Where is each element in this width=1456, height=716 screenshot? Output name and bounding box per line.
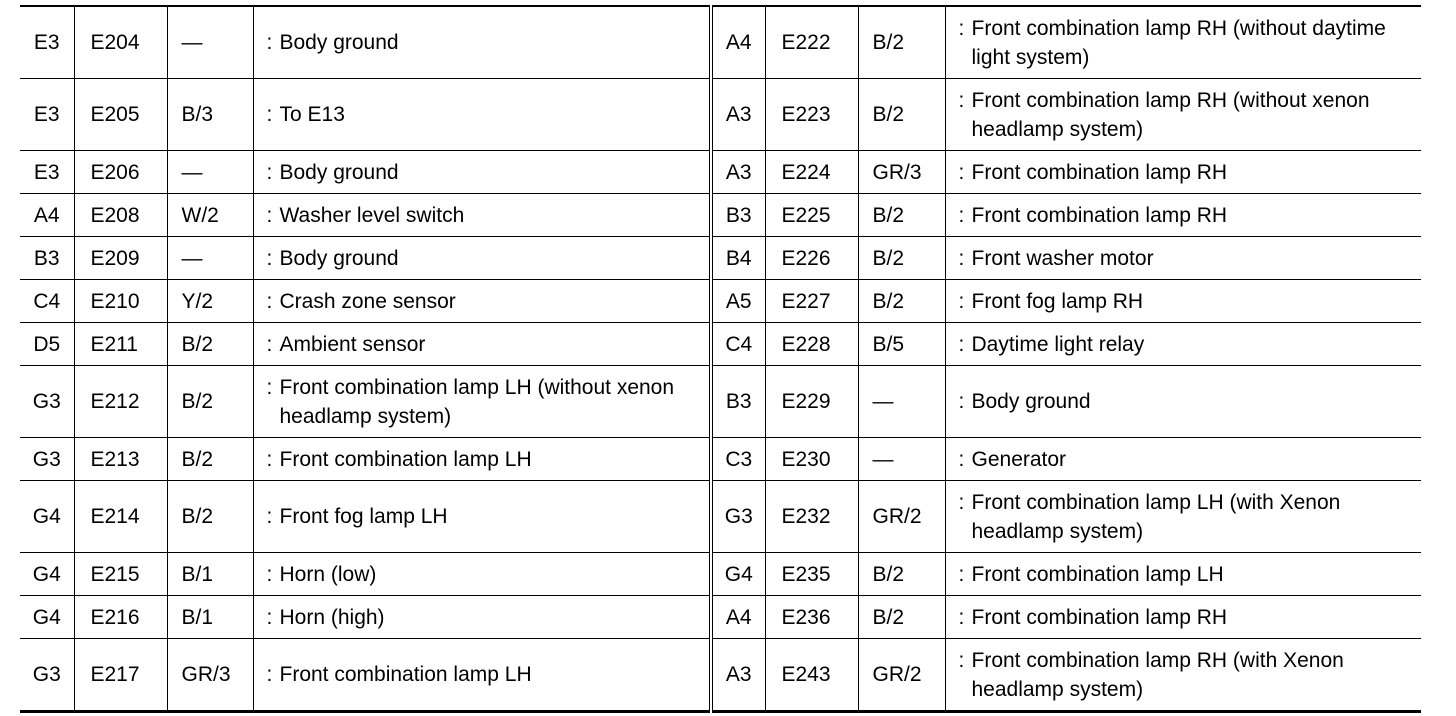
colon-label: : xyxy=(958,605,965,629)
description-text-right: Front combination lamp RH xyxy=(971,160,1228,184)
connector-color-right: GR/2 xyxy=(858,481,945,553)
colon-label: : xyxy=(266,562,273,586)
colon-label: : xyxy=(266,31,273,54)
connector-color-right: — xyxy=(858,366,945,438)
connector-color-right: GR/3 xyxy=(858,151,945,194)
colon-label: : xyxy=(266,375,273,399)
connector-id-right: E227 xyxy=(765,280,858,323)
connector-id-right: E225 xyxy=(765,194,858,237)
description-text-left: Body ground xyxy=(279,31,399,54)
grid-ref-right: C3 xyxy=(711,438,765,481)
description-left xyxy=(253,79,711,151)
description-left xyxy=(253,596,711,639)
grid-ref-left: G4 xyxy=(20,596,74,639)
table-row xyxy=(20,6,1421,79)
colon-label: : xyxy=(958,289,965,313)
colon-label: : xyxy=(958,648,965,672)
grid-ref-left: G4 xyxy=(20,553,74,596)
connector-color-left: B/1 xyxy=(167,553,253,596)
colon-label: : xyxy=(266,332,273,356)
connector-id-left: E217 xyxy=(74,639,167,712)
connector-id-left: E215 xyxy=(74,553,167,596)
description-text-left: Ambient sensor xyxy=(279,332,426,356)
colon-label: : xyxy=(958,332,965,356)
connector-id-right: E226 xyxy=(765,237,858,280)
table-row xyxy=(20,596,1421,639)
colon-label: : xyxy=(958,88,965,112)
description-text-right: Front combination lamp RH xyxy=(971,605,1228,629)
connector-id-right: E228 xyxy=(765,323,858,366)
connector-color-right: B/2 xyxy=(858,237,945,280)
grid-ref-left: E3 xyxy=(20,79,74,151)
connector-color-right: B/2 xyxy=(858,553,945,596)
colon-label: : xyxy=(266,505,273,528)
grid-ref-right: A3 xyxy=(711,79,765,151)
description-right xyxy=(945,481,1421,553)
description-right xyxy=(945,280,1421,323)
connector-id-right: E243 xyxy=(765,639,858,712)
grid-ref-left: G3 xyxy=(20,639,74,712)
description-right xyxy=(945,6,1421,79)
colon-label: : xyxy=(266,203,273,227)
grid-ref-right: G3 xyxy=(711,481,765,553)
grid-ref-right: B4 xyxy=(711,237,765,280)
description-text-left: Horn (high) xyxy=(279,605,385,629)
connector-color-right: B/5 xyxy=(858,323,945,366)
colon-label: : xyxy=(266,246,273,270)
connector-color-right: B/2 xyxy=(858,79,945,151)
connector-id-right: E222 xyxy=(765,6,858,79)
grid-ref-right: B3 xyxy=(711,366,765,438)
colon-label: : xyxy=(266,289,273,313)
grid-ref-left: D5 xyxy=(20,323,74,366)
description-text-right: Front combination lamp LH xyxy=(971,562,1224,586)
description-text-left: To E13 xyxy=(279,103,345,126)
description-right xyxy=(945,553,1421,596)
table-row xyxy=(20,280,1421,323)
description-text-right: Front combination lamp RH xyxy=(971,203,1228,227)
colon-label: : xyxy=(958,203,965,227)
grid-ref-right: A5 xyxy=(711,280,765,323)
grid-ref-left: G4 xyxy=(20,481,74,553)
connector-color-left: W/2 xyxy=(167,194,253,237)
description-text-left: Front combination lamp LH (without xenon headlamp system) xyxy=(279,375,675,428)
description-text-left: Front combination lamp LH xyxy=(279,663,532,686)
description-left xyxy=(253,639,711,712)
description-right xyxy=(945,438,1421,481)
connector-color-left: — xyxy=(167,237,253,280)
connector-color-right: GR/2 xyxy=(858,639,945,712)
colon-label: : xyxy=(958,490,965,514)
connector-id-left: E211 xyxy=(74,323,167,366)
description-text-right: Front combination lamp RH (with Xenon headlamp system) xyxy=(971,648,1344,701)
connector-id-right: E229 xyxy=(765,366,858,438)
table-row xyxy=(20,438,1421,481)
grid-ref-left: E3 xyxy=(20,151,74,194)
description-text-left: Body ground xyxy=(279,246,399,270)
connector-id-left: E209 xyxy=(74,237,167,280)
description-left xyxy=(253,237,711,280)
colon-label: : xyxy=(266,663,273,686)
connector-id-right: E235 xyxy=(765,553,858,596)
grid-ref-right: A3 xyxy=(711,151,765,194)
table-row xyxy=(20,481,1421,553)
table-row xyxy=(20,237,1421,280)
description-right xyxy=(945,639,1421,712)
connector-id-left: E213 xyxy=(74,438,167,481)
description-left xyxy=(253,194,711,237)
description-left xyxy=(253,280,711,323)
description-text-left: Crash zone sensor xyxy=(279,289,456,313)
colon-label: : xyxy=(958,160,965,184)
connector-color-right: B/2 xyxy=(858,596,945,639)
description-text-left: Horn (low) xyxy=(279,562,377,586)
connector-color-left: GR/3 xyxy=(167,639,253,712)
grid-ref-right: A4 xyxy=(711,596,765,639)
connector-id-left: E204 xyxy=(74,6,167,79)
connector-color-left: B/2 xyxy=(167,366,253,438)
table-row xyxy=(20,151,1421,194)
description-text-right: Front washer motor xyxy=(971,246,1154,270)
colon-label: : xyxy=(958,447,965,471)
description-right xyxy=(945,151,1421,194)
connector-color-left: B/3 xyxy=(167,79,253,151)
grid-ref-left: A4 xyxy=(20,194,74,237)
grid-ref-left: C4 xyxy=(20,280,74,323)
grid-ref-left: G3 xyxy=(20,438,74,481)
connector-color-left: Y/2 xyxy=(167,280,253,323)
colon-label: : xyxy=(958,390,965,413)
connector-color-right: B/2 xyxy=(858,6,945,79)
description-text-right: Daytime light relay xyxy=(971,332,1145,356)
description-text-right: Front combination lamp LH (with Xenon headlamp system) xyxy=(971,490,1341,543)
description-left xyxy=(253,481,711,553)
table-row xyxy=(20,639,1421,712)
colon-label: : xyxy=(266,605,273,629)
connector-id-left: E216 xyxy=(74,596,167,639)
connector-color-left: B/2 xyxy=(167,481,253,553)
description-left xyxy=(253,323,711,366)
description-left xyxy=(253,366,711,438)
colon-label: : xyxy=(266,160,273,184)
colon-label: : xyxy=(958,246,965,270)
connector-id-right: E230 xyxy=(765,438,858,481)
connector-color-left: B/2 xyxy=(167,438,253,481)
description-right xyxy=(945,79,1421,151)
grid-ref-right: A4 xyxy=(711,6,765,79)
description-right xyxy=(945,194,1421,237)
description-text-right: Generator xyxy=(971,447,1067,471)
description-text-right: Front combination lamp RH (without xenon headlamp system) xyxy=(971,88,1370,141)
table-row xyxy=(20,194,1421,237)
description-left xyxy=(253,151,711,194)
grid-ref-left: B3 xyxy=(20,237,74,280)
description-text-left: Body ground xyxy=(279,160,399,184)
connector-id-right: E223 xyxy=(765,79,858,151)
table-row xyxy=(20,553,1421,596)
description-left xyxy=(253,438,711,481)
grid-ref-right: C4 xyxy=(711,323,765,366)
grid-ref-left: E3 xyxy=(20,6,74,79)
table-body xyxy=(20,6,1421,712)
connector-id-left: E208 xyxy=(74,194,167,237)
connector-color-left: — xyxy=(167,6,253,79)
grid-ref-right: G4 xyxy=(711,553,765,596)
description-right xyxy=(945,366,1421,438)
description-text-right: Body ground xyxy=(971,390,1091,413)
description-right xyxy=(945,596,1421,639)
connector-id-left: E206 xyxy=(74,151,167,194)
connector-color-left: B/1 xyxy=(167,596,253,639)
description-right xyxy=(945,237,1421,280)
connector-table xyxy=(20,5,1421,713)
connector-color-right: B/2 xyxy=(858,280,945,323)
connector-id-right: E224 xyxy=(765,151,858,194)
table-row xyxy=(20,323,1421,366)
connector-color-right: — xyxy=(858,438,945,481)
description-left xyxy=(253,6,711,79)
table-row xyxy=(20,79,1421,151)
grid-ref-right: A3 xyxy=(711,639,765,712)
table-row xyxy=(20,366,1421,438)
description-left xyxy=(253,553,711,596)
grid-ref-left: G3 xyxy=(20,366,74,438)
description-text-right: Front fog lamp RH xyxy=(971,289,1144,313)
connector-color-right: B/2 xyxy=(858,194,945,237)
description-text-left: Washer level switch xyxy=(279,203,465,227)
colon-label: : xyxy=(266,103,273,126)
description-right xyxy=(945,323,1421,366)
connector-id-left: E210 xyxy=(74,280,167,323)
colon-label: : xyxy=(958,562,965,586)
description-text-left: Front combination lamp LH xyxy=(279,447,532,471)
description-text-right: Front combination lamp RH (without daytime light system) xyxy=(971,16,1386,69)
connector-id-left: E214 xyxy=(74,481,167,553)
connector-id-left: E212 xyxy=(74,366,167,438)
colon-label: : xyxy=(266,447,273,471)
description-text-left: Front fog lamp LH xyxy=(279,505,448,528)
connector-id-right: E232 xyxy=(765,481,858,553)
connector-id-right: E236 xyxy=(765,596,858,639)
connector-color-left: — xyxy=(167,151,253,194)
colon-label: : xyxy=(958,16,965,40)
connector-id-left: E205 xyxy=(74,79,167,151)
grid-ref-right: B3 xyxy=(711,194,765,237)
connector-color-left: B/2 xyxy=(167,323,253,366)
